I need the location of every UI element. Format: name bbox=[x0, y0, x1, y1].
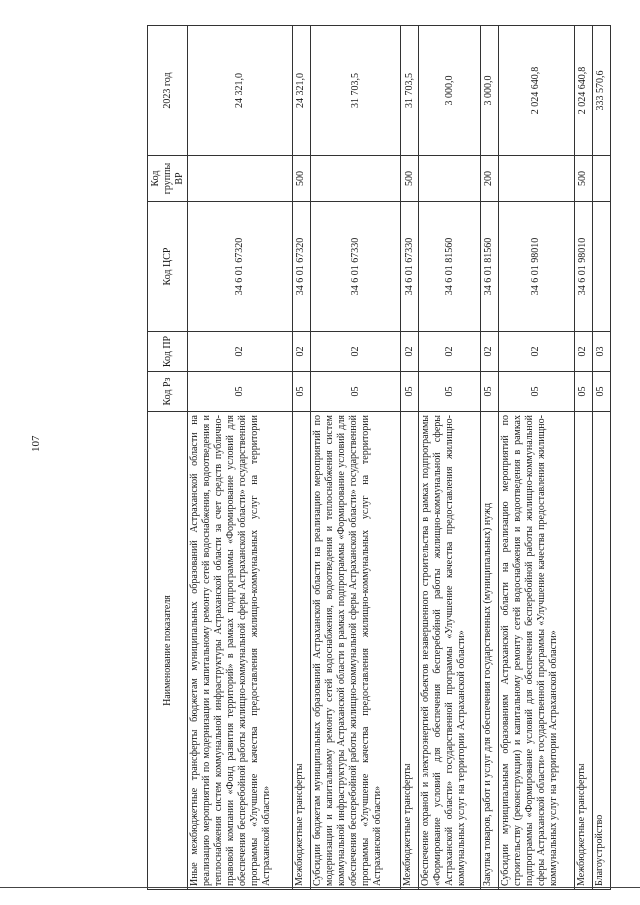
cell-rz: 05 bbox=[592, 372, 610, 412]
cell-year: 31 703,5 bbox=[310, 26, 400, 156]
budget-table-wrapper bbox=[147, 26, 611, 890]
cell-vr bbox=[188, 156, 293, 202]
cell-vr: 200 bbox=[480, 156, 498, 202]
cell-name: Субсидии бюджетам муниципальных образований Астраханской области на реализацию мероприятий по модернизации и капитальному ремонту сетей водоснабжения, водоотведения и теплоснабжения систем коммунальной инфраструктуры Астраханской области в рамках подпрограммы «Формирование условий для обеспечения бесперебойной работы жилищно-коммунальной сферы Астраханской области» государственной программы «Улучшение качества предоставления жилищно-коммунальных услуг на территории Астраханской области» bbox=[310, 412, 400, 890]
cell-pr: 02 bbox=[498, 332, 574, 372]
cell-year: 333 570,6 bbox=[592, 26, 610, 156]
table-row bbox=[592, 26, 610, 890]
cell-csr: 34 6 01 98010 bbox=[574, 202, 592, 332]
header-rz: Код Рз bbox=[148, 372, 188, 412]
table-row bbox=[401, 26, 419, 890]
cell-year: 2 024 640,8 bbox=[574, 26, 592, 156]
table-row bbox=[188, 26, 293, 890]
cell-name: Межбюджетные трансферты bbox=[292, 412, 310, 890]
cell-vr bbox=[419, 156, 480, 202]
header-vr: Код группы ВР bbox=[148, 156, 188, 202]
cell-year: 24 321,0 bbox=[292, 26, 310, 156]
header-year: 2023 год bbox=[148, 26, 188, 156]
cell-csr: 34 6 01 81560 bbox=[419, 202, 480, 332]
cell-csr: 34 6 01 98010 bbox=[498, 202, 574, 332]
cell-name: Межбюджетные трансферты bbox=[574, 412, 592, 890]
page-number: 107 bbox=[30, 435, 42, 452]
header-pr: Код ПР bbox=[148, 332, 188, 372]
cell-name: Иные межбюджетные трансферты бюджетам муниципальных образований Астраханской области на реализацию мероприятий по модернизации и капитальному ремонту сетей водоснабжения, водоотведения и теплоснабжения систем коммунальной инфраструктуры Астраханской области за счет средств публично-правовой компании «Фонд развития территорий» в рамках подпрограммы «Формирование условий для обеспечения бесперебойной работы жилищно-коммунальной сферы Астраханской области» государственной программы «Улучшение качества предоставления жилищно-коммунальных услуг на территории Астраханской области» bbox=[188, 412, 293, 890]
cell-name: Благоустройство bbox=[592, 412, 610, 890]
cell-csr: 34 6 01 81560 bbox=[480, 202, 498, 332]
cell-pr: 02 bbox=[401, 332, 419, 372]
cell-vr bbox=[310, 156, 400, 202]
budget-table bbox=[147, 25, 611, 890]
cell-name: Межбюджетные трансферты bbox=[401, 412, 419, 890]
cell-pr: 02 bbox=[480, 332, 498, 372]
cell-vr: 500 bbox=[292, 156, 310, 202]
cell-pr: 02 bbox=[419, 332, 480, 372]
cell-rz: 05 bbox=[292, 372, 310, 412]
cell-pr: 02 bbox=[188, 332, 293, 372]
cell-csr: 34 6 01 67320 bbox=[188, 202, 293, 332]
cell-pr: 02 bbox=[574, 332, 592, 372]
bottom-rule bbox=[0, 887, 640, 888]
table-row bbox=[310, 26, 400, 890]
cell-pr: 03 bbox=[592, 332, 610, 372]
table-row bbox=[480, 26, 498, 890]
table-header-row bbox=[148, 26, 188, 890]
cell-rz: 05 bbox=[310, 372, 400, 412]
cell-csr: 34 6 01 67320 bbox=[292, 202, 310, 332]
cell-year: 3 000,0 bbox=[419, 26, 480, 156]
cell-year: 31 703,5 bbox=[401, 26, 419, 156]
cell-pr: 02 bbox=[310, 332, 400, 372]
cell-csr: 34 6 01 67330 bbox=[310, 202, 400, 332]
table-row bbox=[574, 26, 592, 890]
cell-year: 3 000,0 bbox=[480, 26, 498, 156]
cell-vr bbox=[498, 156, 574, 202]
cell-csr: 34 6 01 67330 bbox=[401, 202, 419, 332]
cell-rz: 05 bbox=[498, 372, 574, 412]
cell-vr: 500 bbox=[574, 156, 592, 202]
cell-rz: 05 bbox=[401, 372, 419, 412]
cell-year: 2 024 640,8 bbox=[498, 26, 574, 156]
cell-vr: 500 bbox=[401, 156, 419, 202]
cell-name: Субсидии муниципальным образованиям Астраханской области на реализацию мероприятий по строительству (реконструкции) и капитальному ремонту сетей водоснабжения и водоотведения в рамках подпрограммы «Формирование условий для обеспечения бесперебойной работы жилищно-коммунальной сферы Астраханской области» государственной программы «Улучшение качества предоставления жилищно-коммунальных услуг на территории Астраханской области» bbox=[498, 412, 574, 890]
table-row bbox=[498, 26, 574, 890]
cell-vr bbox=[592, 156, 610, 202]
header-name: Наименование показателя bbox=[148, 412, 188, 890]
cell-rz: 05 bbox=[419, 372, 480, 412]
table-row bbox=[292, 26, 310, 890]
cell-name: Закупка товаров, работ и услуг для обеспечения государственных (муниципальных) нужд bbox=[480, 412, 498, 890]
cell-csr bbox=[592, 202, 610, 332]
cell-name: Обеспечение охраной и электроэнергией объектов незавершенного строительства в рамках подпрограммы «Формирование условий для обеспечения бесперебойной работы жилищно-коммунальной сферы Астраханской области» государственной программы «Улучшение качества предоставления жилищно-коммунальных услуг на территории Астраханской области» bbox=[419, 412, 480, 890]
cell-rz: 05 bbox=[188, 372, 293, 412]
cell-pr: 02 bbox=[292, 332, 310, 372]
header-csr: Код ЦСР bbox=[148, 202, 188, 332]
cell-rz: 05 bbox=[480, 372, 498, 412]
cell-rz: 05 bbox=[574, 372, 592, 412]
table-row bbox=[419, 26, 480, 890]
cell-year: 24 321,0 bbox=[188, 26, 293, 156]
